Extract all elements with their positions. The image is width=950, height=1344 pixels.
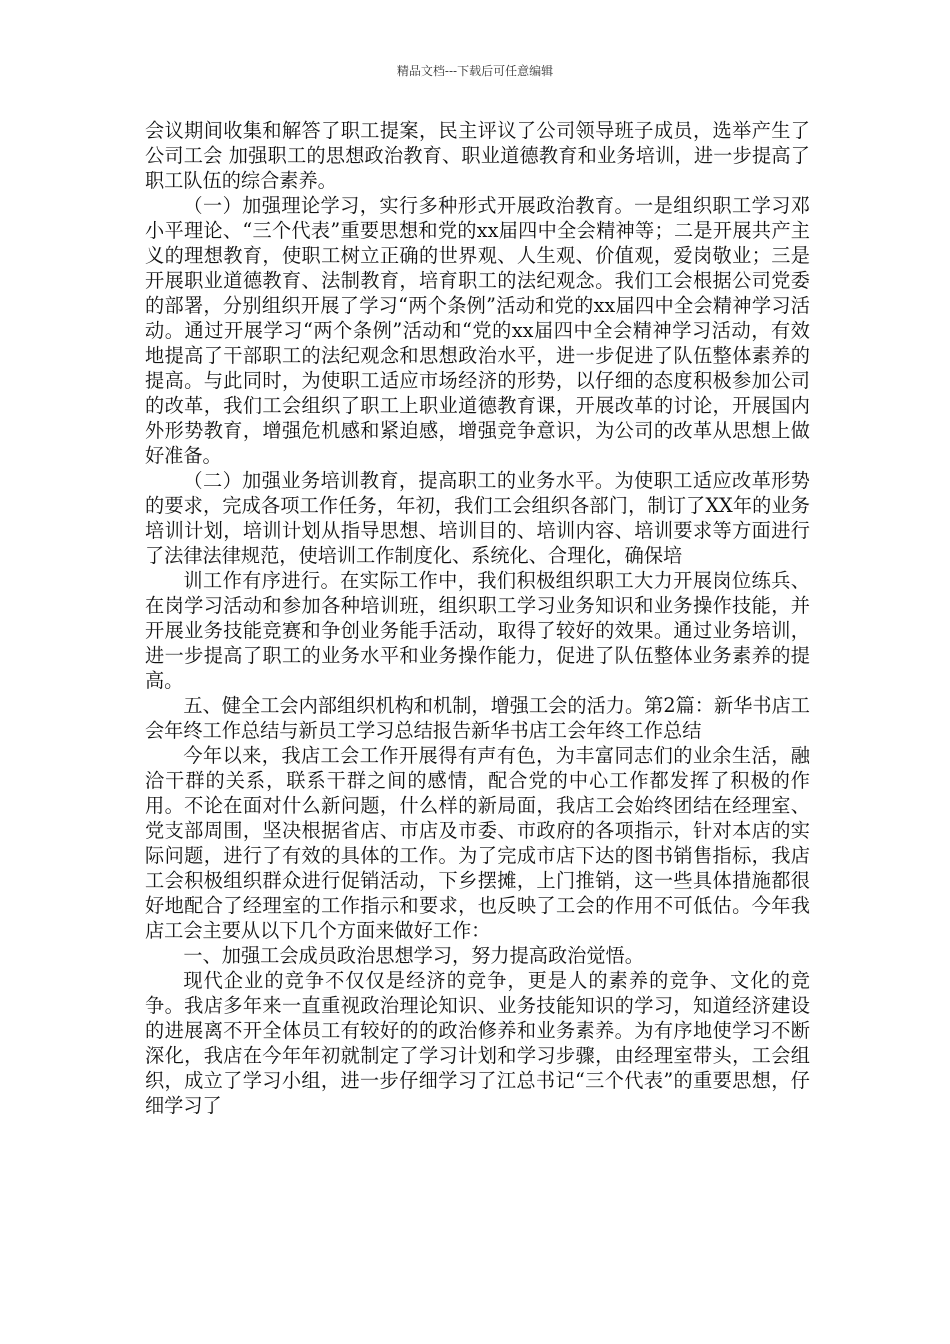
paragraph-training-continued: 训工作有序进行。在实际工作中，我们积极组织职工大力开展岗位练兵、在岗学习活动和参加各种培训班，组织职工学习业务知识和业务操作技能，并开展业务技能竞赛和争创业务能手活动，取得了较好的效果。通过业务培训，进一步提高了职工的业务水平和业务操作能力，促进了队伍整体业务素养的提高。	[145, 569, 810, 692]
paragraph-section-five-heading: 五、健全工会内部组织机构和机制，增强工会的活力。第2篇：新华书店工会年终工作总结与新员工学习总结报告新华书店工会年终工作总结	[145, 694, 810, 742]
paragraph-section-one-heading: 一、加强工会成员政治思想学习，努力提高政治觉悟。	[183, 944, 644, 967]
page-header: 精品文档---下载后可任意编辑	[396, 64, 554, 78]
paragraph-intro: 会议期间收集和解答了职工提案，民主评议了公司领导班子成员，选举产生了公司工会 加强职工的思想政治教育、职业道德教育和业务培训，进一步提高了职工队伍的综合素养。	[145, 119, 810, 192]
paragraph-theory-study: （一）加强理论学习，实行多种形式开展政治教育。一是组织职工学习邓小平理论、“三个代表”重要思想和党的xx届四中全会精神等；二是开展共产主义的理想教育，使职工树立正确的世界观、人生观、价值观，爱岗敬业；三是开展职业道德教育、法制教育，培育职工的法纪观念。我们工会根据公司党委的部署，分别组织开展了学习“两个条例”活动和党的xx届四中全会精神学习活动。通过开展学习“两个条例”活动和“党的xx届四中全会精神学习活动，有效地提高了干部职工的法纪观念和思想政治水平，进一步促进了队伍整体素养的提高。与此同时，为使职工适应市场经济的形势，以仔细的态度积极参加公司的改革，我们工会组织了职工上职业道德教育课，开展改革的讨论，开展国内外形势教育，增强危机感和紧迫感，增强竞争意识，为公司的改革从思想上做好准备。	[145, 194, 810, 467]
paragraph-business-training: （二）加强业务培训教育，提高职工的业务水平。为使职工适应改革形势的要求，完成各项工作任务，年初，我们工会组织各部门，制订了XX年的业务培训计划，培训计划从指导思想、培训目的、培训内容、培训要求等方面进行了法律法律规范，使培训工作制度化、系统化、合理化，确保培	[145, 469, 810, 567]
document-body	[145, 118, 810, 1118]
paragraph-annual-summary: 今年以来，我店工会工作开展得有声有色，为丰富同志们的业余生活，融洽干群的关系，联系干群之间的感情，配合党的中心工作都发挥了积极的作用。不论在面对什么新问题，什么样的新局面，我店工会始终团结在经理室、党支部周围，坚决根据省店、市店及市委、市政府的各项指示，针对本店的实际问题，进行了有效的具体的工作。为了完成市店下达的图书销售指标，我店工会积极组织群众进行促销活动，下乡摆摊，上门推销，这一些具体措施都很好地配合了经理室的工作指示和要求，也反映了工会的作用不可低估。今年我店工会主要从以下几个方面来做好工作：	[145, 744, 810, 942]
paragraph-modern-enterprise: 现代企业的竞争不仅仅是经济的竞争，更是人的素养的竞争、文化的竞争。我店多年来一直重视政治理论知识、业务技能知识的学习，知道经济建设的进展离不开全体员工有较好的的政治修养和业务素养。为有序地使学习不断深化，我店在今年年初就制定了学习计划和学习步骤，由经理室带头，工会组织，成立了学习小组，进一步仔细学习了江总书记“三个代表”的重要思想，仔细学习了	[145, 969, 810, 1117]
